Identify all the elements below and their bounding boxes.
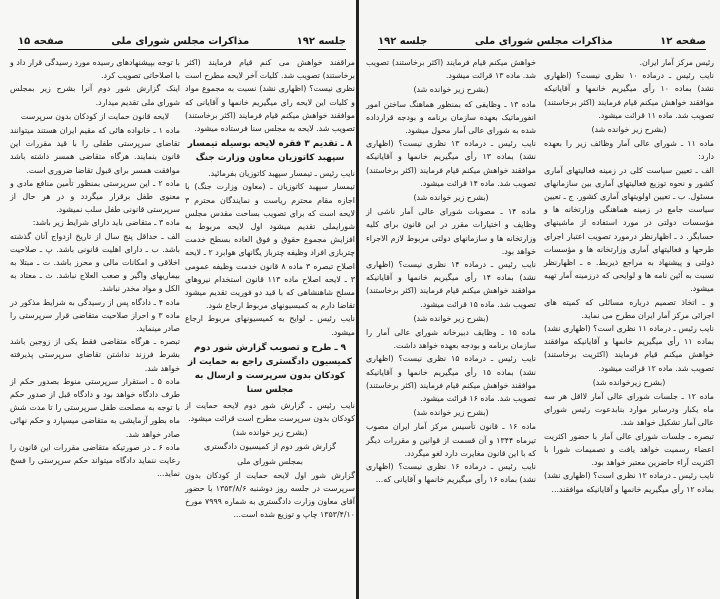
publication-title: مذاکرات مجلس شورای ملی bbox=[474, 36, 613, 47]
paragraph: اینک گزارش شور دوم آنرا بشرح زیر بمجلس شورای ملی تقدیم میدارد. bbox=[10, 84, 180, 107]
page-header bbox=[378, 34, 706, 50]
paragraph: ماده ۳ ـ متقاضی باید دارای شرایط زیر باشد: bbox=[32, 218, 180, 228]
centered-note: لایحه قانون حمایت از کودکان بدون سرپرست bbox=[20, 111, 170, 121]
text-column-left bbox=[10, 56, 180, 481]
page-number: صفحه ۱۲ bbox=[660, 36, 706, 47]
centered-note: (بشرح زیر خوانده شد) bbox=[413, 313, 489, 323]
centered-note: (بشرح زیر خوانده شد) bbox=[413, 408, 489, 418]
publication-title: مذاکرات مجلس شورای ملی bbox=[111, 36, 250, 47]
paragraph: الف ـ تعیین سیاست کلی در زمینه فعالیتهای آماری کشور و نحوه توزیع فعالیتهای آماری بین سازمانهای مسئول. ب ـ تعیین اولویتهای آماری کشور. ج ـ تعیین سیاست جامع در زمینه هماهنگی وزارتخانه ها و مؤسسات دولتی در مورد استفاده از ماشینهای حسابگر. د ـ اظهارنظر درمورد تصویب اعتبار اجرای طرحها و فعالیتهای آماری وزارتخانه ها و مؤسسات دولتی و پیشنهاد به مراجع ذیربط. ه ـ اظهارنظر نسبت به آئین نامه ها و لوایحی که درزمینه آمار تهیه میشود. bbox=[544, 165, 714, 294]
paragraph: الف ـ حداقل پنج سال از تاریخ ازدواج آنان گذشته باشد. ب ـ دارای اهلیت قانونی باشد. پ ـ صلاحیت اخلاقی و امکانات مالی و محرز باشد. ت ـ مبتلا به بیماریهای واگیر و صعب العلاج نباشد. ث ـ معتاد به الکل و مواد مخدر نباشد. bbox=[10, 231, 180, 294]
centered-note: گزارش شور دوم از کمیسیون دادگستری bbox=[204, 442, 336, 452]
centered-note: (بشرح زیر خوانده شد) bbox=[232, 428, 308, 438]
paragraph: ماده ۱۲ ـ جلسات شورای عالی آمار لااقل هر سه ماه یکبار ودرسایر موارد بنابدعوت رئیس شورای عالی آمار تشکیل خواهد شد. bbox=[544, 392, 714, 428]
text-column-right bbox=[185, 56, 355, 522]
session-number: جلسه ۱۹۲ bbox=[296, 36, 346, 47]
centered-note: (بشرح زیر خوانده شد) bbox=[413, 193, 489, 203]
session-number: جلسه ۱۹۲ bbox=[378, 36, 428, 47]
paragraph: ماده ۵ ـ استقرار سرپرستی منوط بصدور حکم از طرف دادگاه خواهد بود و دادگاه قبل از صدور حکم با توجه به مصلحت طفل سرپرستی را تا مدت شش ماه بطور آزمایشی به متقاضی میسپارد و حکم نهائی صادر خواهد شد. bbox=[10, 376, 180, 439]
paragraph: با توجه بپیشنهادهای رسیده مورد رسیدگی قرار داد و با اصلاحاتی تصویب کرد. bbox=[10, 58, 180, 81]
paragraph: نایب رئیس ـ درماده ۱۲ نظری است؟ (اظهاری نشد) بماده ۱۲ رأی میگیریم خانمها و آقایانیکه موافقند... bbox=[544, 471, 714, 494]
paragraph: ماده ۱ ـ خانواده هائی که مقیم ایران هستند میتوانند تقاضای سرپرستی طفلی را با قید مقررات این قانون بنمایند. هرگاه متقاضی همسر داشته باشد موافقت همسر برای قبول تقاضا ضروری است. bbox=[10, 126, 180, 175]
paragraph: رئیس مرکز آمار ایران. bbox=[639, 58, 714, 67]
paragraph: گزارش شور اول لایحه حمایت از کودکان بدون سرپرست در جلسه روز دوشنبه ۱۳۵۳/۸/۶ با حضور آقای معاون وزارت دادگستری به شماره ۷۹۹۹ مورخ ۱۳۵۳/۴/۱۰ چاپ و توزیع شده است... bbox=[185, 470, 355, 520]
section-heading: ۸ ـ تقدیم ۳ فقره لایحه بوسیله تیمسار سپهبد کاتوزیان معاون وزارت جنگ bbox=[187, 139, 353, 164]
paragraph: تیمسار سپهبد کاتوزیان ـ (معاون وزارت جنگ) با اجازه مقام محترم ریاست و نمایندگان محترم ۳ لایحه است که برای تصویب بساحت مقدس مجلس شورایملی تقدیم میشود اول لایحه مربوط به افزایش مجموع حقوق و فوق العاده بسطح خدمت چتربازی افراد وظیفه چترباز یگانهای هوابرد ۲ ـ لایحه اصلاح تبصره ۳ ماده ۸ قانون خدمت وظیفه عمومی ۳ ـ لایحه اصلاح ماده ۱۱۳ قانون استخدام نیروهای مسلح شاهنشاهی که با قید دو فوریت تقدیم میشود تقاضا دارم به کمیسیونهای مربوط ارجاع شود. bbox=[185, 182, 355, 311]
paragraph: نایب رئیس ـ درماده ۱۳ نظری نیست؟ (اظهاری نشد) بماده ۱۳ رأی میگیریم خانمها و آقایانیکه موافقند خواهش میکنم قیام فرمایند (اکثر برخاستند) تصویب شد. ماده ۱۴ قرائت میشود. bbox=[366, 139, 536, 188]
paragraph: خواهش میکنم قیام فرمایند (اکثر برخاستند) تصویب شد. ماده ۱۳ قرائت میشود. bbox=[366, 58, 536, 81]
centered-note: (بشرح زیر خوانده شد) bbox=[413, 85, 489, 95]
page-number: صفحه ۱۵ bbox=[18, 36, 64, 47]
paragraph: و ـ اتخاذ تصمیم درباره مسائلی که کمیته های اجرائی مرکز آمار ایران مطرح می نماید. bbox=[544, 297, 714, 320]
right-page bbox=[360, 0, 720, 599]
paragraph: ماده ۱۱ ـ شورای عالی آمار وظائف زیر را بعهده دارد: bbox=[544, 139, 715, 162]
paragraph: نایب رئیس ـ درماده ۱۴ نظری نیست؟ (اظهاری نشد) بماده ۱۴ رأی میگیریم خانمها و آقایانیکه موافقند خواهش میکنم قیام فرمایند (اکثر برخاستند) تصویب شد. ماده ۱۵ قرائت میشود. bbox=[366, 260, 536, 309]
paragraph: ماده ۶ ـ در صورتیکه متقاضی مقررات این قانون را رعایت ننماید دادگاه میتواند حکم سرپرستی را فسخ نماید... bbox=[10, 442, 180, 479]
paragraph: تبصره ـ جلسات شورای عالی آمار با حضور اکثریت اعضاء رسمیت خواهد یافت و تصمیمات شورا با اکثریت آراء حاضرین معتبر خواهد بود. bbox=[544, 431, 714, 468]
paragraph: ماده ۱۴ ـ مصوبات شورای عالی آمار ناشی از وظایف و اختیارات مقرر در این قانون برای کلیه وزارتخانه ها و سازمانهای دولتی مربوط لازم الاجراء خواهد بود. bbox=[366, 207, 536, 256]
centered-note: (بشرح زیر خوانده شد) bbox=[591, 125, 667, 135]
paragraph: ماده ۱۶ ـ قانون تأسیس مرکز آمار ایران مصوب تیرماه ۱۳۴۴ و آن قسمت از قوانین و مقررات دیگر که با این قانون مغایرت دارد لغو میگردد. bbox=[366, 422, 536, 458]
text-column-left bbox=[366, 56, 536, 487]
centered-note: بمجلس شورای ملی bbox=[237, 456, 303, 466]
paragraph: ماده ۴ ـ دادگاه پس از رسیدگی به شرایط مذکور در ماده ۳ و احراز صلاحیت متقاضی قرار سرپرستی را صادر مینماید. bbox=[10, 297, 180, 334]
paragraph: نایب رئیس ـ لوایح به کمیسیونهای مربوط ارجاع میشود. bbox=[185, 314, 355, 337]
paragraph: ماده ۱۵ ـ وظایف دبیرخانه شورای عالی آمار را سازمان برنامه و بودجه بعهده خواهد داشت. bbox=[366, 328, 536, 351]
centered-note: (بشرح زیرخوانده شد) bbox=[592, 377, 666, 387]
page-header bbox=[18, 34, 346, 50]
paragraph: مراقفند خواهش می کنم قیام فرمایند (اکثر برخاستند) تصویب شد. کلیات آخر لایحه مطرح است نظری نیست؟ (اظهاری نشد) نسبت به مجموع مواد و کلیات این لایحه رای میگیریم خانمها و آقایانی که موافقند خواهش میکنم قیام فرمایند (اکثر برخاستند) تصویب شد. لایحه به مجلس سنا فرستاده میشود. bbox=[185, 58, 355, 134]
paragraph: نایب رئیس ـ درماده ۱۵ نظری نیست؟ (اظهاری نشد) بماده ۱۵ رأی میگیریم خانمها و آقایانیکه موافقند خواهش میکنم قیام فرمایند (اکثر برخاستند) تصویب شد. ماده ۱۶ قرائت میشود. bbox=[366, 354, 536, 404]
section-heading: ۹ ـ طرح و تصویب گزارش شور دوم کمیسیون دادگستری راجع به حمایت از کودکان بدون سرپرست و ارسال به مجلس سنا bbox=[187, 342, 353, 395]
paragraph: نایب رئیس ـ گزارش شور دوم لایحه حمایت از کودکان بدون سرپرست مطرح است قرائت میشود. bbox=[185, 400, 355, 424]
paragraph: ماده ۱۳ ـ وظایفی که بمنظور هماهنگ ساختن امور انفورماتیک بعهده سازمان برنامه و بودجه قرارداده شده به شورای عالی آمار محول میشود. bbox=[366, 99, 536, 136]
page-gutter bbox=[356, 0, 359, 599]
paragraph: تبصره ـ هرگاه متقاضی فقط یکی از زوجین باشد بشرط فرزند نداشتن تقاضای سرپرستی پذیرفته خواهد شد. bbox=[10, 337, 180, 373]
paragraph: نایب رئیس ـ درماده ۱۱ نظری است؟ (اظهاری نشد) بماده ۱۱ رأی میگیریم خانمها و آقایانیکه موافقند خواهش میکنم قیام فرمایند (اکثریت برخاستند) تصویب شد. ماده ۱۲ قرائت میشود. bbox=[544, 324, 714, 373]
paragraph: نایب رئیس ـ درماده ۱۶ نظری نیست؟ (اظهاری نشد) بماده ۱۶ رأی میگیریم خانمها و آقایانی که... bbox=[366, 462, 536, 485]
paragraph: ماده ۲ ـ این سرپرستی بمنظور تأمین منافع مادی و معنوی طفل برقرار میگردد و در هر حال از سرپرستی قانونی طفل سلب نمیشود. bbox=[10, 178, 180, 215]
text-column-right bbox=[544, 56, 714, 496]
paragraph: نایب رئیس ـ تیمسار سپهبد کاتوزیان بفرمائید. bbox=[208, 169, 355, 179]
paragraph: نایب رئیس ـ درماده ۱۰ نظری نیست؟ (اظهاری نشد) بماده ۱۰ رأی میگیریم خانمها و آقایانیکه موافقند خواهش میکنم قیام فرمایند (اکثر برخاستند) تصویب شد. ماده ۱۱ قرائت میشود. bbox=[544, 71, 714, 120]
